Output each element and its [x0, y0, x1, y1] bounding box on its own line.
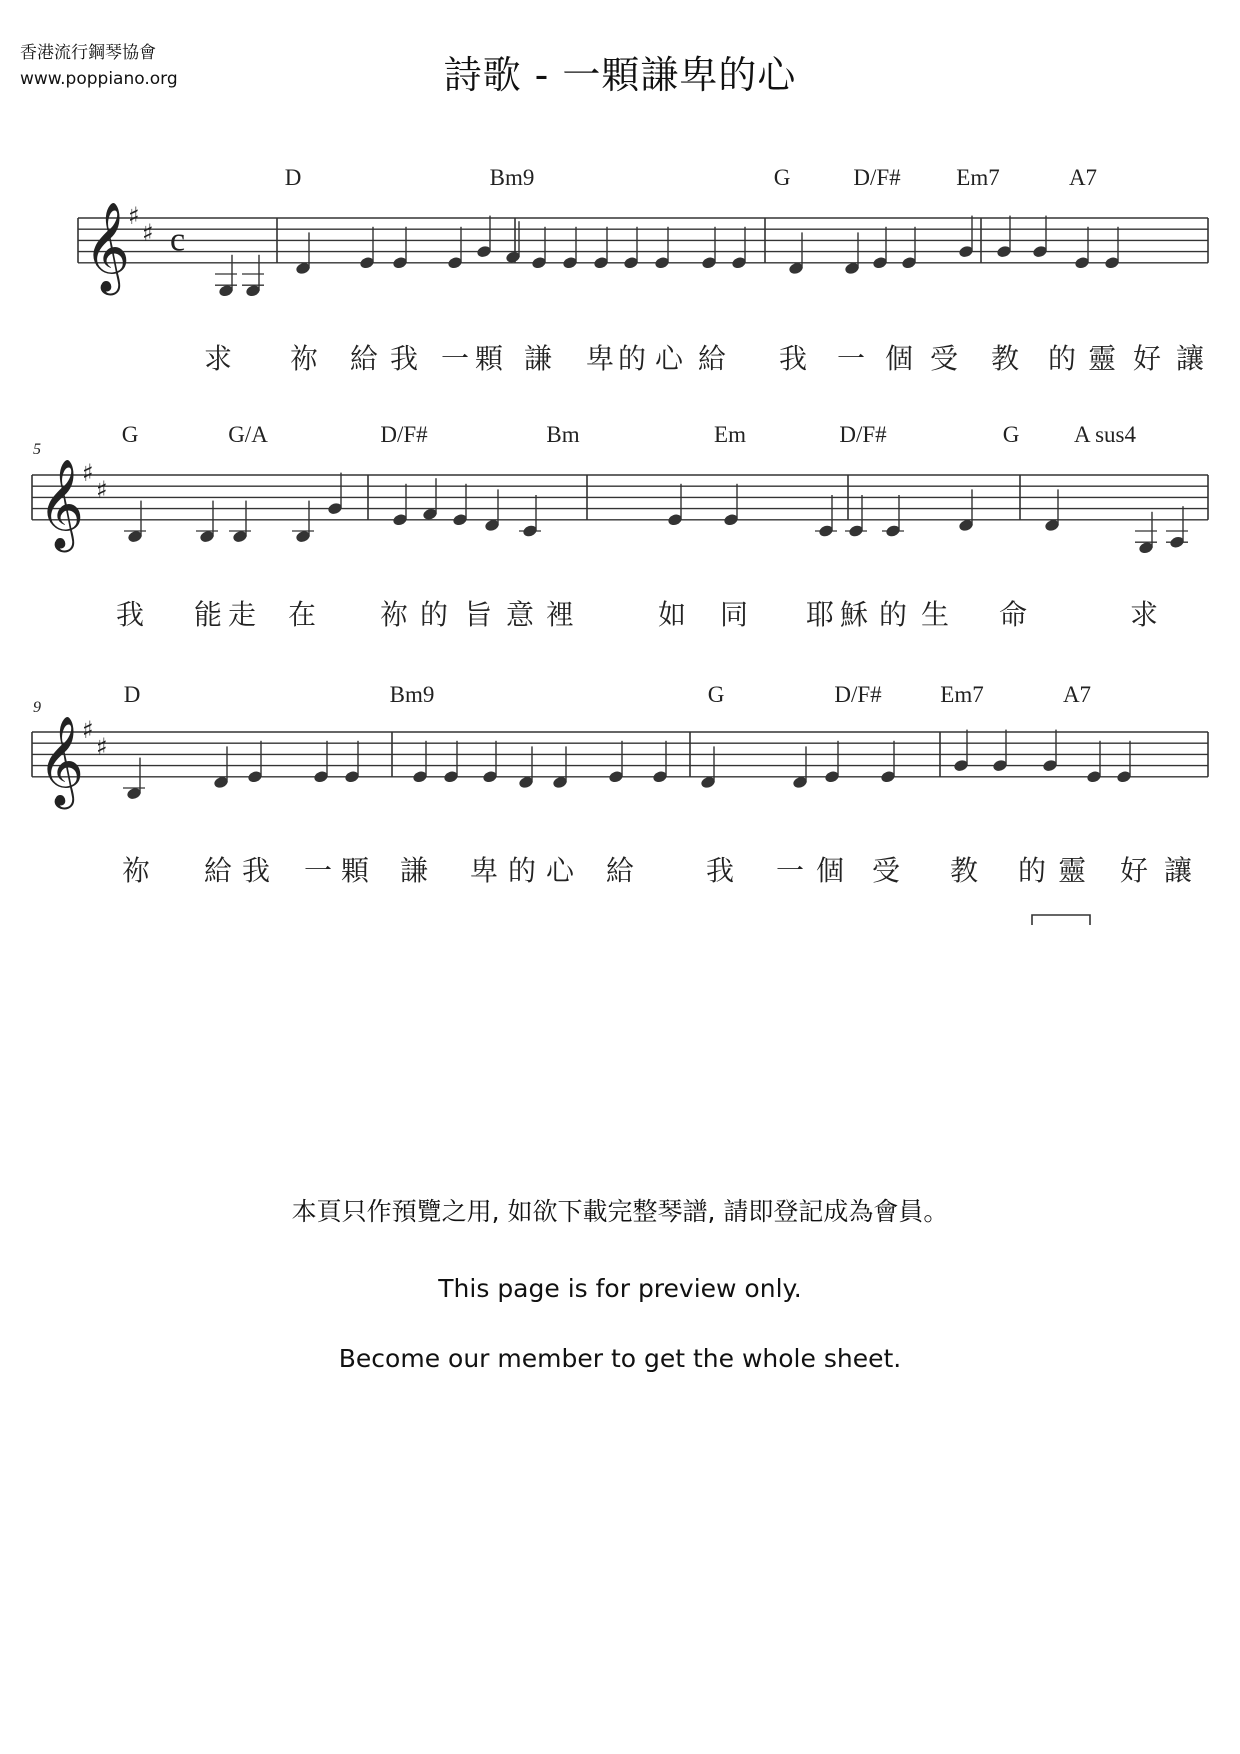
lyric-char: 我 — [778, 342, 808, 375]
lyric-char: 一 — [440, 342, 470, 375]
lyric-char: 的 — [878, 598, 908, 631]
lyric-char: 的 — [507, 854, 537, 887]
lyric-char: 的 — [617, 342, 647, 375]
lyric-char: 意 — [505, 598, 535, 631]
chord-symbol: D/F# — [839, 422, 887, 447]
lyric-char: 顆 — [474, 342, 504, 375]
lyric-char: 祢 — [379, 598, 409, 631]
lyric-char: 旨 — [463, 598, 493, 631]
lyric-char: 好 — [1132, 342, 1162, 375]
lyric-char: 裡 — [545, 598, 575, 631]
lyric-char: 教 — [949, 854, 979, 887]
lyric-char: 顆 — [340, 854, 370, 887]
chord-symbol: Em — [714, 422, 746, 447]
lyric-char: 祢 — [121, 854, 151, 887]
sharp-icon: ♯ — [96, 732, 108, 761]
lyric-char: 心 — [654, 342, 684, 375]
lyric-char: 同 — [719, 598, 749, 631]
lyric-char: 生 — [920, 598, 950, 631]
lyric-char: 如 — [657, 598, 687, 631]
chord-symbol: G/A — [228, 422, 268, 447]
preview-notice-zh: 本頁只作預覽之用, 如欲下載完整琴譜, 請即登記成為會員。 — [291, 1197, 949, 1226]
sharp-icon: ♯ — [82, 459, 94, 487]
treble-clef-icon: 𝄞 — [38, 458, 85, 549]
lyric-char: 給 — [605, 854, 635, 887]
measure-number: 5 — [33, 441, 41, 458]
lyric-char: 能 — [193, 598, 223, 631]
lyric-char: 受 — [929, 342, 959, 375]
lyric-char: 在 — [287, 598, 317, 631]
lyric-char: 給 — [203, 854, 233, 887]
lyric-char: 我 — [705, 854, 735, 887]
chord-symbol: D/F# — [853, 165, 901, 190]
ending-bracket — [1032, 915, 1090, 925]
lyric-char: 我 — [389, 342, 419, 375]
lyric-char: 祢 — [289, 342, 319, 375]
chord-symbol: G — [1002, 422, 1020, 447]
system-1 — [78, 165, 1208, 375]
chord-symbol: Bm9 — [489, 165, 535, 190]
lyric-char: 的 — [419, 598, 449, 631]
measure-number: 9 — [33, 699, 41, 716]
system-3 — [32, 682, 1208, 925]
chord-symbol: G — [121, 422, 139, 447]
chord-symbol: A7 — [1062, 682, 1092, 707]
chord-symbol: Bm9 — [389, 682, 435, 707]
lyric-char: 我 — [241, 854, 271, 887]
chord-symbol: D/F# — [380, 422, 428, 447]
lyric-char: 一 — [303, 854, 333, 887]
sharp-icon: ♯ — [82, 716, 94, 744]
lyric-char: 我 — [115, 598, 145, 631]
system-2 — [32, 422, 1208, 631]
lyric-char: 教 — [990, 342, 1020, 375]
lyric-char: 靈 — [1057, 854, 1087, 887]
site-url[interactable]: www.poppiano.org — [20, 69, 178, 89]
lyric-char: 謙 — [523, 342, 553, 375]
page-title: 詩歌 - 一顆謙卑的心 — [443, 53, 797, 97]
lyric-char: 一 — [775, 854, 805, 887]
treble-clef-icon: 𝄞 — [84, 201, 131, 292]
lyric-char: 求 — [1129, 598, 1159, 631]
lyric-char: 受 — [871, 854, 901, 887]
lyric-char: 命 — [998, 598, 1028, 631]
lyric-char: 好 — [1119, 854, 1149, 887]
lyric-char: 讓 — [1163, 854, 1193, 887]
chord-symbol: D — [284, 165, 302, 190]
chord-symbol: D — [123, 682, 141, 707]
lyric-char: 讓 — [1175, 342, 1205, 375]
lyric-char: 耶 — [805, 598, 835, 631]
lyric-char: 一 — [836, 342, 866, 375]
chord-symbol: G — [707, 682, 725, 707]
member-notice-en[interactable]: Become our member to get the whole sheet. — [338, 1344, 902, 1373]
lyric-char: 個 — [884, 342, 914, 375]
chord-symbol: Bm — [546, 422, 580, 447]
lyric-char: 卑 — [585, 342, 615, 375]
lyric-char: 的 — [1047, 342, 1077, 375]
sharp-icon: ♯ — [128, 202, 140, 230]
chord-symbol: G — [773, 165, 791, 190]
lyric-char: 心 — [545, 854, 575, 887]
sharp-icon: ♯ — [96, 475, 108, 504]
lyric-char: 給 — [349, 342, 379, 375]
treble-clef-icon: 𝄞 — [38, 715, 85, 806]
lyric-char: 給 — [697, 342, 727, 375]
common-time-icon: c — [170, 221, 186, 259]
chord-symbol: Em7 — [956, 165, 1000, 190]
lyric-char: 謙 — [399, 854, 429, 887]
sharp-icon: ♯ — [142, 218, 154, 247]
lyric-char: 求 — [203, 342, 233, 375]
chord-symbol: A7 — [1068, 165, 1098, 190]
lyric-char: 靈 — [1087, 342, 1117, 375]
lyric-char: 走 — [227, 598, 257, 631]
lyric-char: 卑 — [469, 854, 499, 887]
lyric-char: 的 — [1017, 854, 1047, 887]
chord-symbol: A sus4 — [1074, 422, 1136, 447]
lyric-char: 個 — [815, 854, 845, 887]
lyric-char: 穌 — [839, 598, 869, 631]
chord-symbol: Em7 — [940, 682, 984, 707]
site-name: 香港流行鋼琴協會 — [20, 43, 156, 63]
chord-symbol: D/F# — [834, 682, 882, 707]
preview-notice-en: This page is for preview only. — [438, 1274, 802, 1303]
